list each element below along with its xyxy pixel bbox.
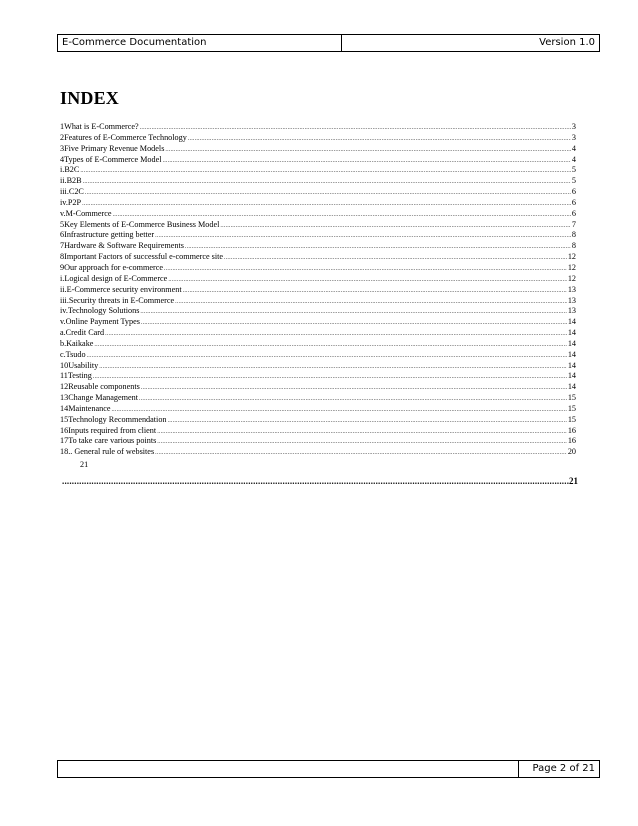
toc-wrapped-page-number: 21 [80,460,89,469]
toc-entry[interactable] [60,155,576,166]
page-header [57,34,600,52]
toc-entry-title: 4Types of E-Commerce Model [60,154,162,164]
toc-last-page: 21 [569,476,578,486]
toc-entry-title: a.Credit Card [60,328,105,338]
page-footer [57,760,600,778]
toc-entry-title: 8Important Factors of successful e-commerce site [60,252,224,262]
toc-entry-page: 5 [571,176,576,186]
toc-entry-title: iv.P2P [60,197,82,207]
toc-entry[interactable] [60,436,576,447]
toc-entry[interactable] [60,198,576,209]
header-doc-title: E-Commerce Documentation [58,35,342,51]
toc-entry[interactable] [60,230,576,241]
toc-entry-page: 16 [567,436,576,446]
toc-entry-page: 16 [567,425,576,435]
toc-entry-page: 14 [567,382,576,392]
toc-entry-page: 12 [567,262,576,272]
toc-entry-title: iv.Technology Solutions [60,306,140,316]
toc-entry-page: 3 [571,122,576,131]
toc-entry-title: 12Reusable components [60,382,140,392]
toc-entry[interactable] [60,252,576,263]
table-of-contents [60,122,576,458]
toc-entry[interactable] [60,447,576,458]
header-version: Version 1.0 [539,37,595,48]
toc-entry[interactable] [60,274,576,285]
toc-entry-page: 14 [567,360,576,370]
toc-entry-page: 14 [567,338,576,348]
leader-dots [155,447,567,459]
toc-leader-row [62,476,578,486]
toc-entry[interactable] [60,241,576,252]
toc-entry-title: 16Inputs required from client [60,425,157,435]
toc-entry[interactable] [60,133,576,144]
toc-entry-page: 13 [567,295,576,305]
toc-entry[interactable] [60,361,576,372]
toc-entry[interactable] [60,426,576,437]
toc-entry-title: i.B2C [60,165,80,175]
toc-entry-title: iii.C2C [60,187,84,197]
toc-entry-page: 12 [567,252,576,262]
page-number: Page 2 of 21 [532,763,595,774]
toc-entry-title: 7Hardware & Software Requirements [60,241,184,251]
toc-entry-title: 2Features of E-Commerce Technology [60,132,187,142]
toc-entry-title: 5Key Elements of E-Commerce Business Model [60,219,220,229]
toc-entry-page: 14 [567,328,576,338]
toc-entry[interactable] [60,393,576,404]
toc-entry-page: 13 [567,284,576,294]
toc-entry[interactable] [60,339,576,350]
toc-entry[interactable] [60,165,576,176]
toc-entry-title: 15Technology Recommendation [60,414,167,424]
toc-entry[interactable] [60,122,576,133]
toc-entry[interactable] [60,285,576,296]
toc-entry[interactable] [60,296,576,307]
toc-entry[interactable] [60,415,576,426]
toc-entry-page: 6 [571,197,576,207]
toc-entry-title: ii.E-Commerce security environment [60,284,182,294]
toc-entry-page: 12 [567,273,576,283]
toc-entry[interactable] [60,306,576,317]
toc-entry-page: 3 [571,132,576,142]
toc-entry-title: c.Tsudo [60,349,86,359]
toc-entry[interactable] [60,209,576,220]
toc-entry[interactable] [60,220,576,231]
toc-entry-page: 5 [571,165,576,175]
toc-entry-title: 6Infrastructure getting better [60,230,155,240]
footer-blank-cell [58,761,519,777]
toc-entry-title: 14Maintenance [60,403,111,413]
toc-entry[interactable] [60,176,576,187]
toc-entry[interactable] [60,404,576,415]
toc-entry-page: 14 [567,349,576,359]
toc-entry-page: 14 [567,317,576,327]
toc-entry-title: ii.B2B [60,176,82,186]
toc-entry[interactable] [60,317,576,328]
toc-entry-title: 17To take care various points [60,436,157,446]
toc-entry-title: v.M-Commerce [60,208,112,218]
toc-entry-page: 6 [571,208,576,218]
toc-entry-page: 15 [567,414,576,424]
toc-entry-page: 20 [567,447,576,457]
toc-entry-page: 4 [571,154,576,164]
toc-entry-page: 15 [567,393,576,403]
toc-entry-page: 15 [567,403,576,413]
toc-entry[interactable] [60,144,576,155]
toc-entry-title: 3Five Primary Revenue Models [60,143,165,153]
toc-entry-page: 14 [567,371,576,381]
toc-entry[interactable] [60,371,576,382]
toc-entry-title: 18.. General rule of websites [60,447,155,457]
toc-entry-page: 8 [571,241,576,251]
toc-entry-title: iii.Security threats in E-Commerce [60,295,175,305]
toc-entry-title: v.Online Payment Types [60,317,140,327]
toc-entry-title: 10Usability [60,360,99,370]
toc-entry-title: 13Change Management [60,393,138,403]
toc-entry[interactable] [60,350,576,361]
toc-entry-title: i.Logical design of E-Commerce [60,273,168,283]
toc-entry-page: 6 [571,187,576,197]
toc-entry-title: 1What is E-Commerce? [60,122,139,131]
toc-entry[interactable] [60,263,576,274]
toc-entry-title: 9Our approach for e-commerce [60,262,163,272]
toc-entry-page: 7 [571,219,576,229]
toc-entry-title: 11Testing [60,371,92,381]
toc-entry-title: b.Kaikake [60,338,94,348]
leader-dots [62,476,569,486]
toc-entry[interactable] [60,382,576,393]
toc-entry-page: 4 [571,143,576,153]
toc-entry-page: 13 [567,306,576,316]
toc-entry[interactable] [60,187,576,198]
index-title: INDEX [60,88,120,108]
toc-entry[interactable] [60,328,576,339]
toc-entry-page: 8 [571,230,576,240]
